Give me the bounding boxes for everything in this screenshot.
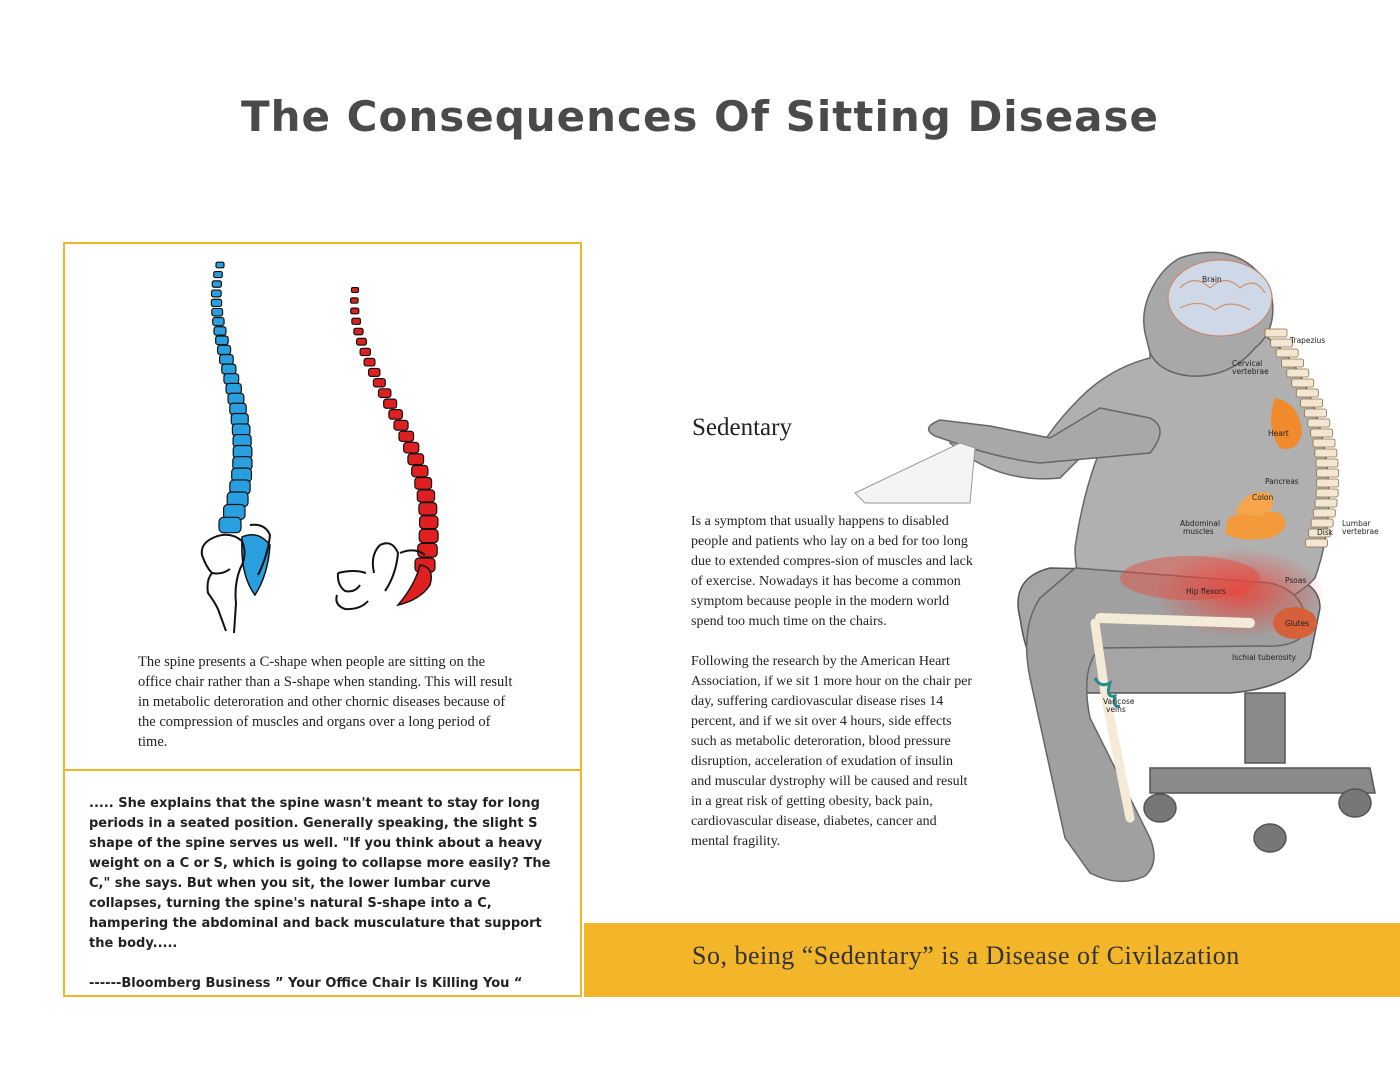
label-trapezius: Trapezius: [1290, 336, 1326, 345]
bloomberg-quote: [89, 794, 567, 994]
label-glutes: Glutes: [1285, 619, 1310, 628]
label-lumbar: Lumbar: [1342, 519, 1371, 528]
panel-divider: [65, 769, 580, 771]
label-cervical-2: vertebrae: [1232, 367, 1269, 376]
vertebra: [218, 345, 231, 354]
figure-vertebra: [1265, 329, 1287, 337]
sitting-spine: [351, 288, 439, 605]
label-hip-flexors: Hip flexors: [1186, 587, 1226, 596]
label-heart: Heart: [1268, 429, 1289, 438]
vertebra: [212, 281, 221, 287]
page-title: The Consequences Of Sitting Disease: [240, 92, 1160, 141]
vertebra: [399, 431, 414, 441]
vertebra: [420, 516, 438, 529]
figure-vertebra: [1311, 429, 1333, 437]
spine-caption: The spine presents a C-shape when people are sitting on the office chair rather than a S-shape when standing. This will result in metabolic deteroration and other chornic diseases because of the compression of muscles and organs over a long period of time.: [138, 654, 513, 750]
vertebra: [224, 374, 239, 384]
label-varicose-2: veins: [1106, 705, 1126, 714]
figure-vertebra: [1308, 419, 1330, 427]
label-abdominal: Abdominal: [1180, 519, 1221, 528]
vertebra: [378, 389, 390, 398]
vertebra: [408, 454, 424, 465]
figure-vertebra: [1287, 369, 1309, 377]
vertebra: [357, 338, 367, 345]
label-lumbar-2: vertebrae: [1342, 527, 1379, 536]
figure-vertebra: [1316, 459, 1338, 467]
figure-vertebra: [1296, 389, 1318, 397]
label-varicose: Varicose: [1103, 697, 1135, 706]
vertebra: [369, 368, 380, 376]
sedentary-paragraph-1: Is a symptom that usually happens to disabled people and patients who lay on a bed for too long due to extended compres-sion of muscles and lack of exercise. Nowadays it has become a common symptom because people in the modern world spend too much time on the chairs.: [691, 514, 973, 629]
vertebra: [212, 290, 222, 297]
figure-vertebra: [1313, 439, 1335, 447]
figure-vertebra: [1317, 479, 1339, 487]
vertebra: [412, 465, 428, 476]
figure-vertebra: [1315, 449, 1337, 457]
standing-sacrum: [242, 535, 270, 595]
sitting-sacrum: [398, 565, 431, 605]
vertebra: [228, 393, 244, 404]
quote-body: ..... She explains that the spine wasn't meant to stay for long periods in a seated position. Generally speaking, the slight S shape of the spine serves us well. "If you think about a heavy weight on a C or S, which is going to collapse more easily? The C," she says. But when you sit, the lower lumbar curve collapses, turning the spine's natural S-shape into a C, hampering the abdominal and back musculature that support the body.....: [89, 796, 551, 951]
vertebra: [419, 529, 438, 542]
figure-vertebra: [1305, 539, 1327, 547]
standing-spine: [211, 262, 270, 595]
spine-illustration: [130, 255, 480, 640]
sedentary-paragraph-2: Following the research by the American Heart Association, if we sit 1 more hour on the chair per day, suffering cardiovascular disease rises 14 percent, and if we sit over 4 hours, side effects such as metabolic deteroration, blood pressure disruption, acceleration of exudation of insulin and muscular dystrophy will be caused and result in a great risk of getting obesity, back pain, cardiovascular disease, diabetes, cancer and mental fragility.: [691, 654, 973, 849]
vertebra: [212, 308, 223, 316]
vertebra: [351, 298, 359, 303]
figure-vertebra: [1301, 399, 1323, 407]
label-pancreas: Pancreas: [1265, 477, 1299, 486]
vertebra: [415, 477, 432, 489]
figure-vertebra: [1292, 379, 1314, 387]
label-brain: Brain: [1202, 275, 1222, 284]
vertebra: [373, 379, 385, 387]
vertebra: [352, 288, 359, 293]
conclusion-text: So, being “Sedentary” is a Disease of Civilazation: [692, 941, 1240, 970]
label-abdominal-2: muscles: [1183, 527, 1214, 536]
label-disk: Disk: [1317, 528, 1334, 537]
figure-vertebra: [1311, 519, 1333, 527]
vertebra: [222, 364, 236, 374]
vertebra: [394, 420, 408, 430]
vertebra: [226, 383, 241, 394]
figure-vertebra: [1315, 499, 1337, 507]
vertebra: [211, 299, 221, 306]
vertebra: [404, 442, 419, 453]
label-cervical: Cervical: [1232, 359, 1263, 368]
vertebra: [418, 543, 437, 557]
vertebra: [360, 348, 370, 355]
vertebra: [216, 336, 228, 345]
figure-vertebra: [1276, 349, 1298, 357]
figure-vertebra: [1304, 409, 1326, 417]
vertebra: [389, 410, 403, 419]
vertebra: [419, 503, 437, 515]
vertebra: [220, 355, 234, 365]
figure-vertebra: [1317, 469, 1339, 477]
sitting-figure-illustration: [850, 248, 1400, 908]
figure-vertebra: [1313, 509, 1335, 517]
vertebra: [216, 262, 224, 268]
figure-vertebra: [1282, 359, 1304, 367]
sedentary-heading: Sedentary: [692, 414, 792, 441]
vertebra: [219, 517, 241, 532]
vertebra: [352, 318, 361, 324]
label-ischial: Ischial tuberosity: [1232, 653, 1297, 662]
vertebra: [213, 318, 224, 326]
label-psoas: Psoas: [1285, 576, 1307, 585]
vertebra: [364, 358, 375, 366]
figure-vertebra: [1316, 489, 1338, 497]
vertebra: [417, 490, 434, 502]
vertebra: [214, 272, 223, 278]
vertebra: [354, 328, 363, 334]
label-colon: Colon: [1252, 493, 1274, 502]
vertebra: [351, 308, 359, 314]
vertebra: [214, 327, 226, 335]
quote-source: ------Bloomberg Business ” Your Office Chair Is Killing You “: [89, 976, 523, 991]
vertebra: [384, 399, 397, 408]
